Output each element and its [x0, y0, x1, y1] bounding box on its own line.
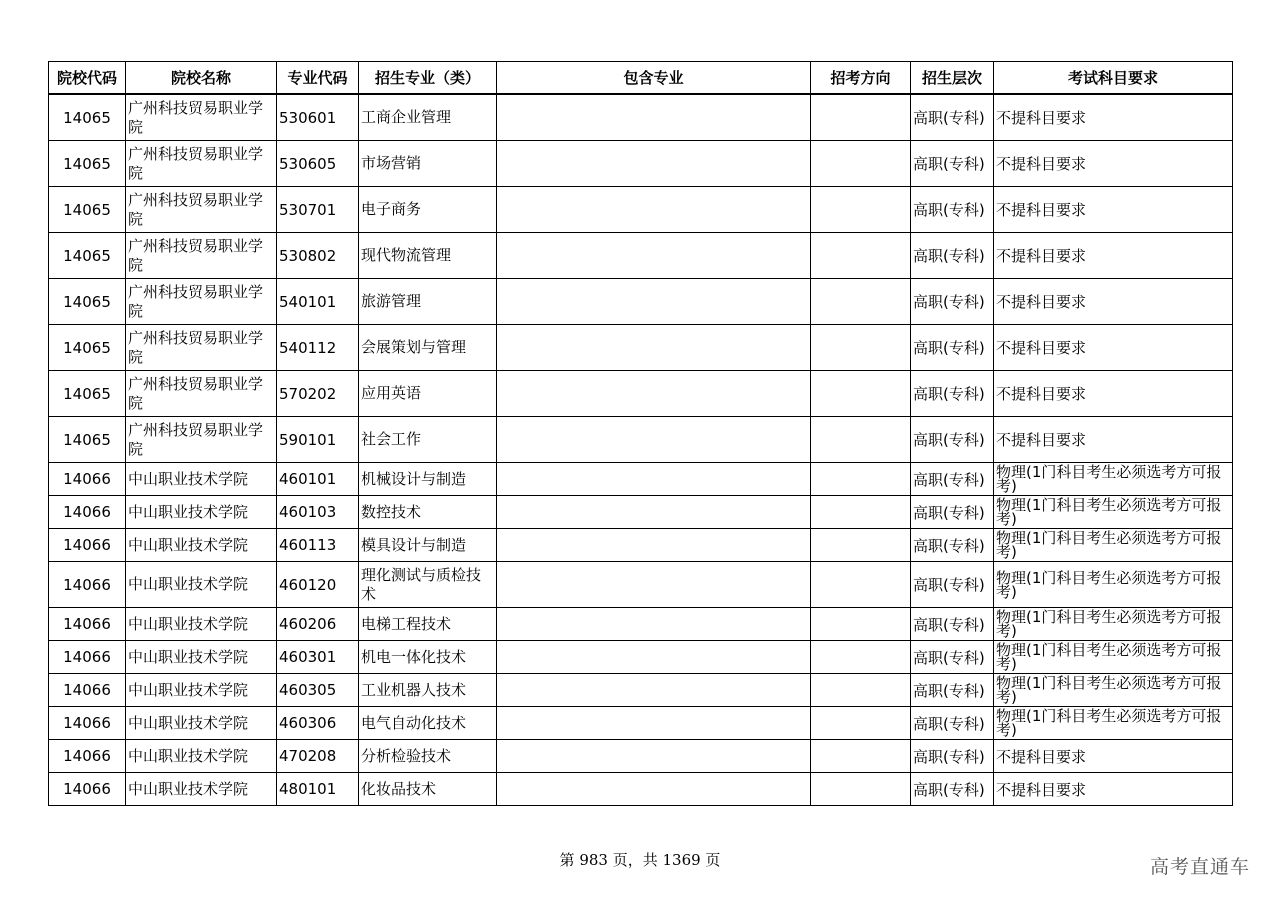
direction-cell — [811, 773, 911, 806]
level-cell: 高职(专科) — [911, 279, 994, 325]
header-major: 招生专业（类） — [359, 62, 497, 95]
table-row — [49, 674, 1233, 707]
school-name-cell: 广州科技贸易职业学院 — [126, 417, 277, 463]
major-cell: 机械设计与制造 — [359, 463, 497, 496]
direction-cell — [811, 529, 911, 562]
school-name-cell: 中山职业技术学院 — [126, 608, 277, 641]
table-row — [49, 233, 1233, 279]
level-cell: 高职(专科) — [911, 463, 994, 496]
major-cell: 分析检验技术 — [359, 740, 497, 773]
level-cell: 高职(专科) — [911, 562, 994, 608]
school-code-cell: 14065 — [49, 417, 126, 463]
school-name-cell: 中山职业技术学院 — [126, 641, 277, 674]
table-body — [49, 94, 1233, 806]
requirement-cell: 不提科目要求 — [994, 279, 1233, 325]
level-cell: 高职(专科) — [911, 94, 994, 141]
major-code-cell: 590101 — [277, 417, 359, 463]
level-cell: 高职(专科) — [911, 233, 994, 279]
major-cell: 会展策划与管理 — [359, 325, 497, 371]
major-code-cell: 530701 — [277, 187, 359, 233]
header-level: 招生层次 — [911, 62, 994, 95]
included-majors-cell — [497, 496, 811, 529]
level-cell: 高职(专科) — [911, 496, 994, 529]
page-footer: 第 983 页，共 1369 页 — [559, 851, 721, 869]
level-cell: 高职(专科) — [911, 707, 994, 740]
direction-cell — [811, 141, 911, 187]
major-code-cell: 480101 — [277, 773, 359, 806]
requirement-cell: 不提科目要求 — [994, 187, 1233, 233]
level-cell: 高职(专科) — [911, 641, 994, 674]
school-name-cell: 中山职业技术学院 — [126, 707, 277, 740]
major-code-cell: 570202 — [277, 371, 359, 417]
included-majors-cell — [497, 674, 811, 707]
direction-cell — [811, 233, 911, 279]
requirement-cell: 物理(1门科目考生必须选考方可报考) — [994, 608, 1233, 641]
requirement-cell: 物理(1门科目考生必须选考方可报考) — [994, 463, 1233, 496]
level-cell: 高职(专科) — [911, 325, 994, 371]
major-cell: 现代物流管理 — [359, 233, 497, 279]
table-header-row — [49, 62, 1233, 95]
school-code-cell: 14065 — [49, 141, 126, 187]
table-row — [49, 187, 1233, 233]
level-cell: 高职(专科) — [911, 740, 994, 773]
requirement-cell: 不提科目要求 — [994, 233, 1233, 279]
included-majors-cell — [497, 187, 811, 233]
included-majors-cell — [497, 707, 811, 740]
requirement-cell: 物理(1门科目考生必须选考方可报考) — [994, 496, 1233, 529]
school-name-cell: 广州科技贸易职业学院 — [126, 94, 277, 141]
major-cell: 化妆品技术 — [359, 773, 497, 806]
table-row — [49, 562, 1233, 608]
direction-cell — [811, 94, 911, 141]
school-code-cell: 14065 — [49, 233, 126, 279]
included-majors-cell — [497, 325, 811, 371]
major-code-cell: 530605 — [277, 141, 359, 187]
requirement-cell: 不提科目要求 — [994, 371, 1233, 417]
school-name-cell: 广州科技贸易职业学院 — [126, 187, 277, 233]
major-code-cell: 460206 — [277, 608, 359, 641]
direction-cell — [811, 187, 911, 233]
major-code-cell: 530802 — [277, 233, 359, 279]
direction-cell — [811, 279, 911, 325]
direction-cell — [811, 371, 911, 417]
table-row — [49, 641, 1233, 674]
school-code-cell: 14066 — [49, 773, 126, 806]
table-row — [49, 325, 1233, 371]
major-code-cell: 460305 — [277, 674, 359, 707]
included-majors-cell — [497, 773, 811, 806]
school-code-cell: 14066 — [49, 562, 126, 608]
school-name-cell: 中山职业技术学院 — [126, 740, 277, 773]
included-majors-cell — [497, 641, 811, 674]
major-cell: 电梯工程技术 — [359, 608, 497, 641]
school-code-cell: 14066 — [49, 707, 126, 740]
school-code-cell: 14066 — [49, 463, 126, 496]
school-name-cell: 中山职业技术学院 — [126, 773, 277, 806]
major-code-cell: 540101 — [277, 279, 359, 325]
major-cell: 模具设计与制造 — [359, 529, 497, 562]
requirement-cell: 不提科目要求 — [994, 325, 1233, 371]
level-cell: 高职(专科) — [911, 141, 994, 187]
school-code-cell: 14065 — [49, 371, 126, 417]
requirement-cell: 不提科目要求 — [994, 773, 1233, 806]
major-cell: 数控技术 — [359, 496, 497, 529]
admissions-table — [48, 61, 1233, 806]
school-code-cell: 14066 — [49, 641, 126, 674]
school-name-cell: 中山职业技术学院 — [126, 562, 277, 608]
school-code-cell: 14066 — [49, 674, 126, 707]
table-row — [49, 608, 1233, 641]
level-cell: 高职(专科) — [911, 529, 994, 562]
table-row — [49, 279, 1233, 325]
school-code-cell: 14066 — [49, 496, 126, 529]
major-code-cell: 460301 — [277, 641, 359, 674]
included-majors-cell — [497, 141, 811, 187]
major-cell: 市场营销 — [359, 141, 497, 187]
header-requirement: 考试科目要求 — [994, 62, 1233, 95]
included-majors-cell — [497, 608, 811, 641]
direction-cell — [811, 325, 911, 371]
major-cell: 社会工作 — [359, 417, 497, 463]
major-code-cell: 460113 — [277, 529, 359, 562]
direction-cell — [811, 674, 911, 707]
school-name-cell: 广州科技贸易职业学院 — [126, 371, 277, 417]
direction-cell — [811, 740, 911, 773]
major-code-cell: 460306 — [277, 707, 359, 740]
major-code-cell: 470208 — [277, 740, 359, 773]
school-code-cell: 14066 — [49, 740, 126, 773]
school-name-cell: 中山职业技术学院 — [126, 496, 277, 529]
header-major-code: 专业代码 — [277, 62, 359, 95]
direction-cell — [811, 562, 911, 608]
requirement-cell: 物理(1门科目考生必须选考方可报考) — [994, 562, 1233, 608]
level-cell: 高职(专科) — [911, 417, 994, 463]
table-row — [49, 463, 1233, 496]
included-majors-cell — [497, 279, 811, 325]
school-name-cell: 广州科技贸易职业学院 — [126, 233, 277, 279]
table-row — [49, 740, 1233, 773]
school-code-cell: 14065 — [49, 187, 126, 233]
table-row — [49, 417, 1233, 463]
school-code-cell: 14065 — [49, 279, 126, 325]
table-row — [49, 94, 1233, 141]
header-school-name: 院校名称 — [126, 62, 277, 95]
level-cell: 高职(专科) — [911, 674, 994, 707]
school-code-cell: 14065 — [49, 94, 126, 141]
direction-cell — [811, 463, 911, 496]
major-code-cell: 460101 — [277, 463, 359, 496]
level-cell: 高职(专科) — [911, 608, 994, 641]
major-cell: 旅游管理 — [359, 279, 497, 325]
major-cell: 电子商务 — [359, 187, 497, 233]
major-cell: 理化测试与质检技术 — [359, 562, 497, 608]
requirement-cell: 物理(1门科目考生必须选考方可报考) — [994, 641, 1233, 674]
header-school-code: 院校代码 — [49, 62, 126, 95]
included-majors-cell — [497, 529, 811, 562]
major-cell: 电气自动化技术 — [359, 707, 497, 740]
included-majors-cell — [497, 463, 811, 496]
major-code-cell: 530601 — [277, 94, 359, 141]
major-cell: 机电一体化技术 — [359, 641, 497, 674]
direction-cell — [811, 496, 911, 529]
major-code-cell: 540112 — [277, 325, 359, 371]
level-cell: 高职(专科) — [911, 371, 994, 417]
table-row — [49, 371, 1233, 417]
school-name-cell: 中山职业技术学院 — [126, 463, 277, 496]
table-row — [49, 707, 1233, 740]
school-code-cell: 14065 — [49, 325, 126, 371]
school-name-cell: 广州科技贸易职业学院 — [126, 279, 277, 325]
school-code-cell: 14066 — [49, 608, 126, 641]
header-included-majors: 包含专业 — [497, 62, 811, 95]
school-code-cell: 14066 — [49, 529, 126, 562]
major-cell: 工商企业管理 — [359, 94, 497, 141]
table-row — [49, 141, 1233, 187]
direction-cell — [811, 608, 911, 641]
school-name-cell: 中山职业技术学院 — [126, 529, 277, 562]
included-majors-cell — [497, 417, 811, 463]
level-cell: 高职(专科) — [911, 187, 994, 233]
major-cell: 工业机器人技术 — [359, 674, 497, 707]
direction-cell — [811, 641, 911, 674]
requirement-cell: 物理(1门科目考生必须选考方可报考) — [994, 707, 1233, 740]
direction-cell — [811, 417, 911, 463]
watermark-text: 高考直通车 — [1149, 856, 1250, 878]
direction-cell — [811, 707, 911, 740]
school-name-cell: 中山职业技术学院 — [126, 674, 277, 707]
included-majors-cell — [497, 740, 811, 773]
requirement-cell: 不提科目要求 — [994, 740, 1233, 773]
requirement-cell: 不提科目要求 — [994, 141, 1233, 187]
major-cell: 应用英语 — [359, 371, 497, 417]
requirement-cell: 不提科目要求 — [994, 417, 1233, 463]
table-row — [49, 529, 1233, 562]
major-code-cell: 460120 — [277, 562, 359, 608]
requirement-cell: 物理(1门科目考生必须选考方可报考) — [994, 529, 1233, 562]
level-cell: 高职(专科) — [911, 773, 994, 806]
included-majors-cell — [497, 562, 811, 608]
header-direction: 招考方向 — [811, 62, 911, 95]
school-name-cell: 广州科技贸易职业学院 — [126, 325, 277, 371]
school-name-cell: 广州科技贸易职业学院 — [126, 141, 277, 187]
included-majors-cell — [497, 233, 811, 279]
table-row — [49, 496, 1233, 529]
major-code-cell: 460103 — [277, 496, 359, 529]
table-row — [49, 773, 1233, 806]
included-majors-cell — [497, 94, 811, 141]
requirement-cell: 物理(1门科目考生必须选考方可报考) — [994, 674, 1233, 707]
included-majors-cell — [497, 371, 811, 417]
requirement-cell: 不提科目要求 — [994, 94, 1233, 141]
